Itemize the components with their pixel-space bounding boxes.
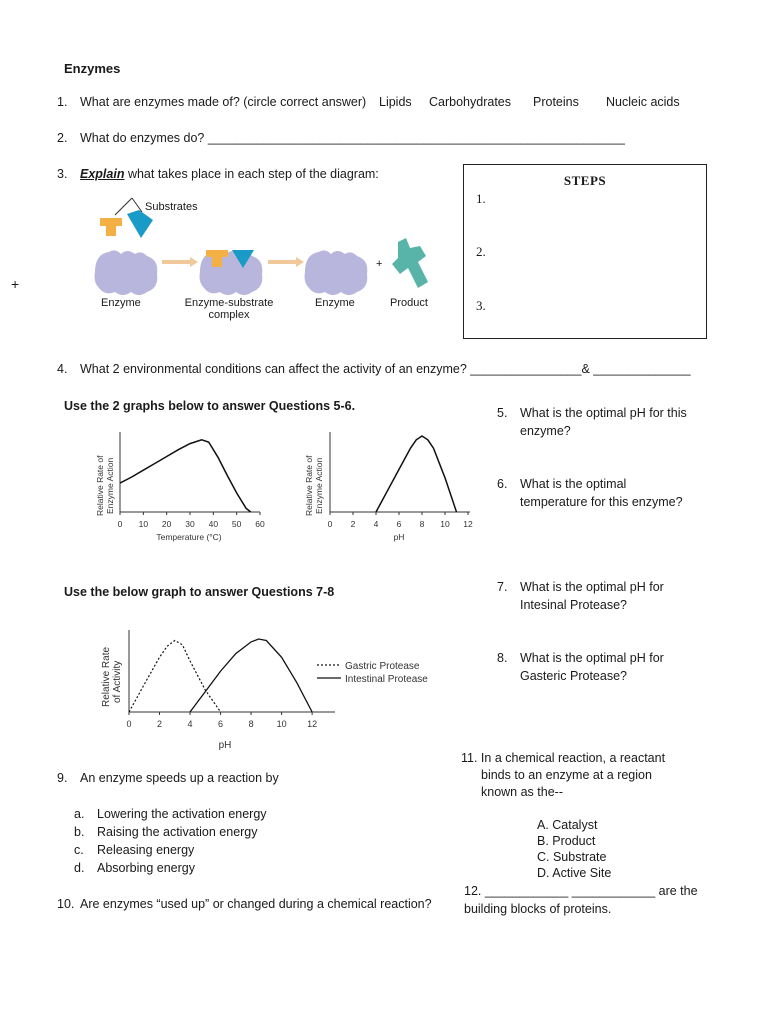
q9-option-d-letter: d.	[74, 861, 85, 875]
q3-text	[80, 167, 379, 181]
q11-line1: 11. In a chemical reaction, a reactant	[461, 751, 666, 765]
chart3-intestinal-line	[190, 639, 312, 712]
chart2-tick-label: 8	[419, 519, 425, 529]
steps-box[interactable]	[463, 164, 707, 339]
chart1-tick-label: 0	[117, 519, 123, 529]
chart1-xlabel: Temperature (°C)	[156, 532, 222, 542]
chart1-tick-label: 50	[231, 519, 242, 529]
q9-option-a-letter: a.	[74, 807, 85, 821]
q11-option-d[interactable]: D. Active Site	[537, 866, 612, 880]
chart1-tick-label: 30	[185, 519, 195, 529]
steps-title: STEPS	[563, 173, 607, 188]
q9-option-d[interactable]: Absorbing energy	[97, 861, 195, 875]
chart2-tick-label: 4	[373, 519, 379, 529]
legend-intestinal-label: Intestinal Protease	[345, 674, 428, 685]
chart3-tick-label: 4	[187, 719, 193, 729]
q5-line2: enzyme?	[520, 424, 571, 438]
page-title: Enzymes	[64, 61, 121, 76]
q11-option-a[interactable]: A. Catalyst	[537, 818, 598, 832]
protease-chart	[95, 625, 445, 755]
product-icon	[392, 238, 428, 288]
chart2-tick-label: 12	[463, 519, 473, 529]
q1-number: 1.	[57, 95, 68, 109]
margin-plus-mark: +	[11, 276, 20, 292]
chart2-ylabel-line1: Relative Rate of	[304, 455, 314, 516]
enzyme-label-1: Enzyme	[101, 297, 141, 309]
chart1-tick-label: 40	[208, 519, 219, 529]
q1-option-nucleic-acids[interactable]: Nucleic acids	[606, 95, 680, 109]
q6-line2: temperature for this enzyme?	[520, 495, 683, 509]
q7-number: 7.	[497, 580, 508, 594]
q5-number: 5.	[497, 406, 508, 420]
step-1[interactable]: 1.	[476, 191, 486, 206]
q1-option-lipids[interactable]: Lipids	[379, 95, 412, 109]
q11-option-c[interactable]: C. Substrate	[537, 850, 607, 864]
chart2-tick-label: 10	[440, 519, 450, 529]
q2-text[interactable]: What do enzymes do? ____________________________________________________________	[80, 131, 625, 145]
chart3-xlabel: pH	[218, 740, 232, 751]
q1-option-proteins[interactable]: Proteins	[533, 95, 579, 109]
chart3-tick-label: 2	[157, 719, 163, 729]
q4-text[interactable]: What 2 environmental conditions can affect the activity of an enzyme? ________________& ______________	[80, 362, 691, 376]
complex-label-line1: Enzyme-substrate	[184, 297, 274, 309]
q7-line1: What is the optimal pH for	[520, 580, 664, 594]
ph-chart	[298, 422, 478, 547]
q9-option-b[interactable]: Raising the activation energy	[97, 825, 258, 839]
teal-substrate-icon	[127, 210, 153, 238]
q10-number: 10.	[57, 897, 75, 911]
step-2[interactable]: 2.	[476, 244, 486, 259]
chart3-tick-label: 0	[126, 719, 132, 729]
q7-line2: Intesinal Protease?	[520, 598, 628, 612]
chart3-tick-label: 12	[307, 719, 318, 729]
q2-number: 2.	[57, 131, 68, 145]
enzyme-substrate-complex-icon	[200, 250, 263, 295]
q9-option-b-letter: b.	[74, 825, 85, 839]
q9-text: An enzyme speeds up a reaction by	[80, 771, 279, 785]
chart1-tick-label: 20	[161, 519, 172, 529]
chart2-tick-label: 0	[327, 519, 333, 529]
diagram-plus-sign: +	[376, 258, 383, 270]
q9-option-c-letter: c.	[74, 843, 84, 857]
chart1-tick-label: 10	[138, 519, 149, 529]
q8-line2: Gasteric Protease?	[520, 669, 627, 683]
chart3-ylabel-line2: of Activity	[112, 660, 123, 703]
substrates-label: Substrates	[145, 201, 198, 213]
q12-line1[interactable]: 12. ____________ ____________ are the	[464, 884, 698, 898]
product-label: Product	[390, 297, 428, 309]
step-3[interactable]: 3.	[476, 298, 486, 313]
q8-line1: What is the optimal pH for	[520, 651, 664, 665]
chart3-legend	[317, 661, 428, 685]
arrow-right-icon	[162, 257, 198, 267]
chart3-tick-label: 10	[276, 719, 287, 729]
enzyme-icon	[95, 250, 158, 295]
chart2-ylabel-line2: Enzyme Action	[314, 457, 324, 514]
temperature-chart	[90, 422, 275, 547]
q3-number: 3.	[57, 167, 68, 181]
q8-number: 8.	[497, 651, 508, 665]
complex-label-line2: complex	[208, 309, 250, 321]
arrow-right-icon	[268, 257, 304, 267]
q11-line3: known as the--	[481, 785, 563, 799]
q6-line1: What is the optimal	[520, 477, 627, 491]
graphs-heading-1: Use the 2 graphs below to answer Questions 5-6.	[64, 399, 356, 413]
q12-line2: building blocks of proteins.	[464, 902, 612, 916]
chart2-line	[376, 436, 457, 512]
chart1-line	[120, 440, 251, 512]
chart2-tick-label: 2	[350, 519, 356, 529]
q9-option-a[interactable]: Lowering the activation energy	[97, 807, 267, 821]
legend-gastric-label: Gastric Protease	[345, 661, 420, 672]
q10-text: Are enzymes “used up” or changed during a chemical reaction?	[80, 897, 432, 911]
chart1-tick-label: 60	[255, 519, 265, 529]
q1-option-carbohydrates[interactable]: Carbohydrates	[429, 95, 511, 109]
q3-emphasis: Explain	[80, 167, 125, 181]
chart2-xlabel: pH	[393, 532, 405, 542]
chart3-tick-label: 8	[248, 719, 254, 729]
chart1-ylabel-line2: Enzyme Action	[105, 457, 115, 514]
chart3-gastric-line	[129, 641, 221, 713]
chart3-tick-label: 6	[218, 719, 224, 729]
q1-text: What are enzymes made of? (circle correct answer)	[80, 95, 367, 109]
q3-rest: what takes place in each step of the diagram:	[124, 167, 379, 181]
q5-line1: What is the optimal pH for this	[520, 406, 687, 420]
orange-substrate-icon	[100, 218, 122, 236]
chart1-ylabel-line1: Relative Rate of	[95, 455, 105, 516]
enzyme-icon	[305, 250, 368, 295]
chart2-tick-label: 6	[396, 519, 402, 529]
q11-line2: binds to an enzyme at a region	[481, 768, 652, 782]
q9-option-c[interactable]: Releasing energy	[97, 843, 195, 857]
q6-number: 6.	[497, 477, 508, 491]
enzyme-label-2: Enzyme	[315, 297, 355, 309]
chart3-ylabel-line1: Relative Rate	[101, 646, 112, 707]
q9-number: 9.	[57, 771, 68, 785]
graphs-heading-2: Use the below graph to answer Questions 7-8	[64, 585, 335, 599]
q4-number: 4.	[57, 362, 68, 376]
q11-option-b[interactable]: B. Product	[537, 834, 596, 848]
